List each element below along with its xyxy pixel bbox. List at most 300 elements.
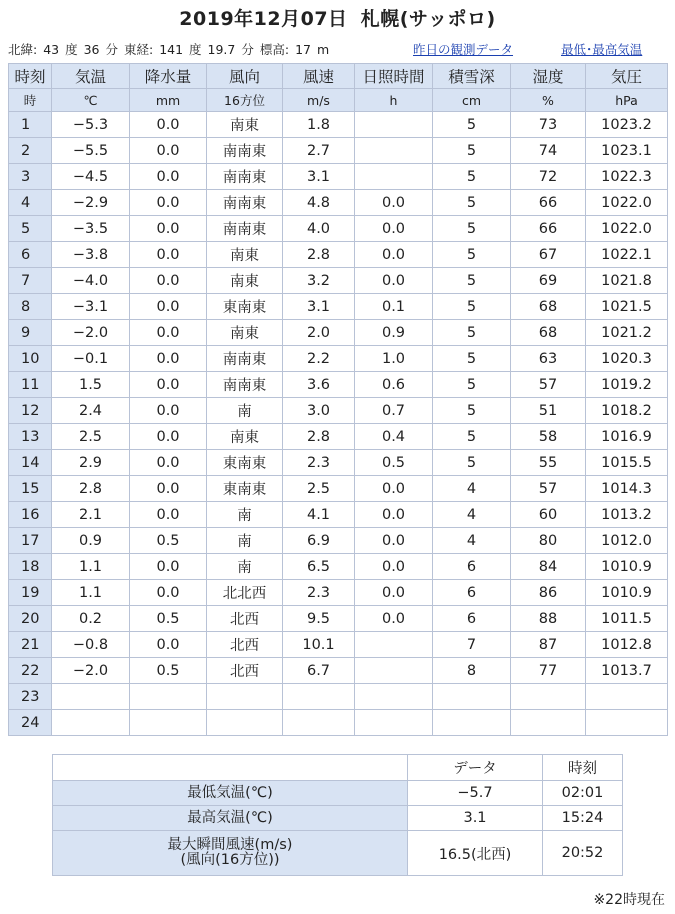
cell-sunshine [355,710,433,736]
cell-precipitation: 0.0 [130,580,207,606]
cell-temperature: −2.0 [52,658,130,684]
cell-humidity: 57 [511,372,586,398]
cell-wind-direction [207,710,283,736]
cell-wind-speed: 2.8 [283,424,355,450]
cell-precipitation: 0.0 [130,346,207,372]
cell-sunshine: 0.0 [355,554,433,580]
cell-humidity: 77 [511,658,586,684]
cell-wind-direction: 南東 [207,268,283,294]
cell-temperature: 0.2 [52,606,130,632]
summary-header-row [53,755,623,781]
table-row [9,450,668,476]
cell-precipitation: 0.0 [130,112,207,138]
cell-sunshine [355,112,433,138]
cell-temperature: −3.8 [52,242,130,268]
cell-sunshine: 0.0 [355,216,433,242]
cell-sunshine: 0.0 [355,476,433,502]
cell-wind-speed: 3.1 [283,294,355,320]
summary-header-blank [53,755,408,781]
cell-pressure: 1012.8 [586,632,668,658]
cell-wind-direction: 北西 [207,658,283,684]
summary-max-gust-row [53,831,623,876]
max-gust-label [53,831,408,876]
lat-deg-unit: 度 [65,42,78,57]
cell-hour: 14 [9,450,52,476]
lon-deg-unit: 度 [189,42,202,57]
cell-temperature: −2.9 [52,190,130,216]
cell-hour: 3 [9,164,52,190]
table-row [9,190,668,216]
alt-value: 17 [295,42,311,57]
cell-pressure: 1022.0 [586,216,668,242]
cell-pressure: 1010.9 [586,554,668,580]
cell-temperature: −2.0 [52,320,130,346]
cell-wind-speed: 6.5 [283,554,355,580]
cell-snow-depth: 5 [433,450,511,476]
min-temp-time: 02:01 [543,781,623,806]
cell-temperature: 2.8 [52,476,130,502]
cell-precipitation: 0.0 [130,398,207,424]
table-row [9,658,668,684]
summary-min-temp-row [53,781,623,806]
cell-sunshine: 0.5 [355,450,433,476]
cell-pressure: 1020.3 [586,346,668,372]
table-row [9,684,668,710]
cell-humidity: 68 [511,320,586,346]
cell-pressure: 1013.7 [586,658,668,684]
cell-wind-direction: 東南東 [207,476,283,502]
cell-precipitation: 0.0 [130,294,207,320]
cell-sunshine: 0.0 [355,580,433,606]
cell-wind-direction: 東南東 [207,450,283,476]
cell-hour: 12 [9,398,52,424]
unit-wind-speed: m/s [283,89,355,112]
cell-hour: 24 [9,710,52,736]
cell-precipitation: 0.0 [130,242,207,268]
unit-hour: 時 [9,89,52,112]
cell-wind-direction: 南 [207,528,283,554]
lat-deg: 43 [43,42,60,57]
cell-temperature [52,684,130,710]
cell-hour: 9 [9,320,52,346]
cell-sunshine: 0.4 [355,424,433,450]
unit-sunshine: h [355,89,433,112]
cell-snow-depth: 5 [433,268,511,294]
cell-hour: 21 [9,632,52,658]
table-row [9,580,668,606]
summary-header-time: 時刻 [543,755,623,781]
cell-pressure [586,684,668,710]
cell-precipitation: 0.0 [130,632,207,658]
cell-snow-depth: 5 [433,294,511,320]
cell-temperature: 1.1 [52,580,130,606]
cell-wind-direction: 南南東 [207,216,283,242]
cell-sunshine: 0.0 [355,606,433,632]
min-temp-label: 最低気温(℃) [53,781,408,806]
cell-hour: 4 [9,190,52,216]
min-temp-value: −5.7 [408,781,543,806]
cell-wind-direction: 南南東 [207,372,283,398]
header-snow-depth: 積雪深 [433,64,511,89]
cell-precipitation [130,684,207,710]
cell-wind-speed: 3.0 [283,398,355,424]
current-time-note: ※22時現在 [593,892,665,908]
cell-humidity: 51 [511,398,586,424]
cell-pressure [586,710,668,736]
cell-pressure: 1021.5 [586,294,668,320]
cell-humidity: 74 [511,138,586,164]
table-header-row [9,64,668,89]
cell-snow-depth: 4 [433,528,511,554]
cell-precipitation: 0.0 [130,216,207,242]
cell-pressure: 1022.3 [586,164,668,190]
cell-snow-depth [433,684,511,710]
cell-precipitation: 0.0 [130,502,207,528]
table-row [9,346,668,372]
cell-wind-direction: 東南東 [207,294,283,320]
cell-humidity: 72 [511,164,586,190]
table-row [9,424,668,450]
cell-precipitation: 0.0 [130,450,207,476]
cell-wind-direction: 南南東 [207,164,283,190]
cell-humidity: 66 [511,190,586,216]
cell-humidity: 86 [511,580,586,606]
cell-sunshine: 0.0 [355,242,433,268]
cell-wind-speed: 2.7 [283,138,355,164]
cell-snow-depth: 5 [433,242,511,268]
cell-sunshine: 0.0 [355,190,433,216]
cell-pressure: 1015.5 [586,450,668,476]
cell-hour: 11 [9,372,52,398]
cell-pressure: 1018.2 [586,398,668,424]
cell-pressure: 1023.1 [586,138,668,164]
cell-snow-depth: 4 [433,476,511,502]
cell-precipitation [130,710,207,736]
cell-humidity: 73 [511,112,586,138]
cell-pressure: 1019.2 [586,372,668,398]
table-row [9,112,668,138]
cell-temperature: −0.8 [52,632,130,658]
cell-pressure: 1012.0 [586,528,668,554]
cell-wind-speed: 2.0 [283,320,355,346]
cell-snow-depth: 5 [433,398,511,424]
cell-snow-depth: 4 [433,502,511,528]
cell-precipitation: 0.0 [130,190,207,216]
cell-hour: 22 [9,658,52,684]
cell-humidity: 66 [511,216,586,242]
coordinates [8,42,331,57]
table-row [9,632,668,658]
table-row [9,294,668,320]
cell-precipitation: 0.0 [130,268,207,294]
cell-humidity: 80 [511,528,586,554]
cell-sunshine: 0.1 [355,294,433,320]
lat-label: 北緯: [8,42,38,57]
cell-wind-direction: 南南東 [207,138,283,164]
location-info [8,40,668,58]
unit-temperature: ℃ [52,89,130,112]
cell-sunshine [355,164,433,190]
cell-precipitation: 0.5 [130,606,207,632]
cell-wind-direction: 南南東 [207,346,283,372]
table-unit-row [9,89,668,112]
cell-sunshine: 0.6 [355,372,433,398]
cell-temperature: −5.5 [52,138,130,164]
min-max-temp-link[interactable]: 最低･最高気温 [561,42,643,57]
max-temp-time: 15:24 [543,806,623,831]
cell-wind-speed: 6.7 [283,658,355,684]
cell-temperature: 0.9 [52,528,130,554]
cell-temperature: 2.4 [52,398,130,424]
cell-snow-depth: 6 [433,580,511,606]
table-row [9,268,668,294]
cell-sunshine: 0.9 [355,320,433,346]
cell-hour: 20 [9,606,52,632]
cell-wind-speed: 4.0 [283,216,355,242]
table-row [9,710,668,736]
alt-label: 標高: [259,42,290,57]
header-humidity: 湿度 [511,64,586,89]
table-row [9,320,668,346]
lon-label: 東経: [123,42,154,57]
max-temp-value: 3.1 [408,806,543,831]
cell-temperature: −3.1 [52,294,130,320]
cell-pressure: 1021.2 [586,320,668,346]
cell-humidity [511,710,586,736]
cell-humidity: 63 [511,346,586,372]
cell-wind-direction: 北西 [207,606,283,632]
cell-temperature: −0.1 [52,346,130,372]
cell-sunshine: 0.0 [355,528,433,554]
cell-hour: 15 [9,476,52,502]
cell-humidity: 84 [511,554,586,580]
summary-max-temp-row [53,806,623,831]
cell-pressure: 1013.2 [586,502,668,528]
cell-snow-depth: 8 [433,658,511,684]
page-title [0,4,675,31]
cell-wind-speed: 3.2 [283,268,355,294]
cell-hour: 13 [9,424,52,450]
cell-humidity: 58 [511,424,586,450]
cell-pressure: 1021.8 [586,268,668,294]
cell-snow-depth [433,710,511,736]
unit-snow-depth: cm [433,89,511,112]
summary-header-data: データ [408,755,543,781]
cell-wind-direction: 南東 [207,320,283,346]
cell-wind-speed: 6.9 [283,528,355,554]
max-gust-label-line1: 最大瞬間風速(m/s) [167,837,293,853]
cell-temperature: 2.1 [52,502,130,528]
cell-wind-direction: 南 [207,398,283,424]
cell-snow-depth: 7 [433,632,511,658]
cell-pressure: 1023.2 [586,112,668,138]
lon-min: 19.7 [207,42,236,57]
cell-hour: 2 [9,138,52,164]
cell-temperature: −4.0 [52,268,130,294]
cell-wind-direction: 北北西 [207,580,283,606]
daily-summary-table [52,754,623,876]
alt-unit: m [316,42,330,57]
unit-precipitation: mm [130,89,207,112]
cell-hour: 23 [9,684,52,710]
max-temp-label: 最高気温(℃) [53,806,408,831]
cell-hour: 1 [9,112,52,138]
cell-sunshine [355,632,433,658]
title-date: 2019年12月07日 [179,8,348,30]
cell-wind-speed: 2.2 [283,346,355,372]
cell-snow-depth: 5 [433,320,511,346]
header-temperature: 気温 [52,64,130,89]
cell-humidity: 88 [511,606,586,632]
cell-sunshine [355,684,433,710]
title-station: 札幌(サッポロ) [360,8,496,30]
cell-wind-direction: 北西 [207,632,283,658]
cell-wind-direction [207,684,283,710]
table-row [9,476,668,502]
table-row [9,502,668,528]
cell-hour: 5 [9,216,52,242]
cell-wind-speed: 2.5 [283,476,355,502]
cell-snow-depth: 5 [433,112,511,138]
cell-sunshine: 0.0 [355,502,433,528]
header-wind-speed: 風速 [283,64,355,89]
unit-wind-direction: 16方位 [207,89,283,112]
cell-snow-depth: 5 [433,164,511,190]
cell-hour: 8 [9,294,52,320]
cell-snow-depth: 5 [433,216,511,242]
cell-snow-depth: 6 [433,554,511,580]
cell-pressure: 1016.9 [586,424,668,450]
cell-snow-depth: 5 [433,138,511,164]
unit-humidity: % [511,89,586,112]
cell-precipitation: 0.0 [130,320,207,346]
cell-pressure: 1014.3 [586,476,668,502]
cell-snow-depth: 5 [433,190,511,216]
cell-hour: 16 [9,502,52,528]
cell-precipitation: 0.0 [130,138,207,164]
table-row [9,164,668,190]
cell-hour: 19 [9,580,52,606]
cell-precipitation: 0.0 [130,372,207,398]
cell-pressure: 1011.5 [586,606,668,632]
header-sunshine: 日照時間 [355,64,433,89]
table-row [9,606,668,632]
max-gust-value: 16.5(北西) [408,831,543,876]
cell-wind-speed: 2.3 [283,450,355,476]
cell-sunshine [355,138,433,164]
header-hour: 時刻 [9,64,52,89]
table-row [9,528,668,554]
cell-wind-direction: 南東 [207,424,283,450]
cell-pressure: 1022.1 [586,242,668,268]
max-gust-label-line2: (風向(16方位)) [180,852,280,868]
cell-wind-direction: 南東 [207,112,283,138]
lon-deg: 141 [159,42,184,57]
max-gust-time: 20:52 [543,831,623,876]
cell-snow-depth: 5 [433,372,511,398]
cell-humidity: 55 [511,450,586,476]
table-row [9,398,668,424]
cell-wind-speed: 3.6 [283,372,355,398]
cell-temperature: −5.3 [52,112,130,138]
cell-sunshine [355,658,433,684]
cell-snow-depth: 5 [433,424,511,450]
cell-temperature: −3.5 [52,216,130,242]
cell-hour: 18 [9,554,52,580]
cell-temperature: 1.1 [52,554,130,580]
cell-wind-speed: 3.1 [283,164,355,190]
cell-wind-direction: 南東 [207,242,283,268]
cell-wind-direction: 南 [207,554,283,580]
cell-wind-direction: 南南東 [207,190,283,216]
cell-precipitation: 0.0 [130,164,207,190]
cell-snow-depth: 6 [433,606,511,632]
cell-precipitation: 0.5 [130,658,207,684]
cell-precipitation: 0.0 [130,554,207,580]
hourly-observation-table [8,63,668,736]
yesterday-data-link[interactable]: 昨日の観測データ [413,42,514,57]
cell-precipitation: 0.0 [130,424,207,450]
table-row [9,216,668,242]
cell-hour: 17 [9,528,52,554]
lat-min: 36 [83,42,100,57]
cell-humidity: 87 [511,632,586,658]
table-row [9,554,668,580]
cell-humidity: 60 [511,502,586,528]
cell-wind-speed: 4.1 [283,502,355,528]
table-row [9,372,668,398]
cell-pressure: 1022.0 [586,190,668,216]
cell-wind-direction: 南 [207,502,283,528]
header-precipitation: 降水量 [130,64,207,89]
cell-pressure: 1010.9 [586,580,668,606]
cell-wind-speed: 1.8 [283,112,355,138]
cell-precipitation: 0.5 [130,528,207,554]
cell-humidity: 57 [511,476,586,502]
cell-precipitation: 0.0 [130,476,207,502]
cell-wind-speed: 4.8 [283,190,355,216]
cell-wind-speed: 2.8 [283,242,355,268]
cell-wind-speed: 2.3 [283,580,355,606]
cell-sunshine: 1.0 [355,346,433,372]
lon-min-unit: 分 [241,42,254,57]
cell-snow-depth: 5 [433,346,511,372]
cell-wind-speed: 9.5 [283,606,355,632]
cell-humidity: 67 [511,242,586,268]
lat-min-unit: 分 [105,42,118,57]
table-row [9,138,668,164]
cell-temperature: −4.5 [52,164,130,190]
cell-hour: 6 [9,242,52,268]
cell-wind-speed: 10.1 [283,632,355,658]
cell-temperature: 2.5 [52,424,130,450]
cell-humidity: 69 [511,268,586,294]
cell-hour: 10 [9,346,52,372]
table-row [9,242,668,268]
unit-pressure: hPa [586,89,668,112]
header-wind-direction: 風向 [207,64,283,89]
cell-temperature [52,710,130,736]
cell-humidity [511,684,586,710]
cell-humidity: 68 [511,294,586,320]
cell-wind-speed [283,710,355,736]
cell-sunshine: 0.7 [355,398,433,424]
cell-temperature: 2.9 [52,450,130,476]
header-pressure: 気圧 [586,64,668,89]
cell-sunshine: 0.0 [355,268,433,294]
cell-hour: 7 [9,268,52,294]
cell-temperature: 1.5 [52,372,130,398]
